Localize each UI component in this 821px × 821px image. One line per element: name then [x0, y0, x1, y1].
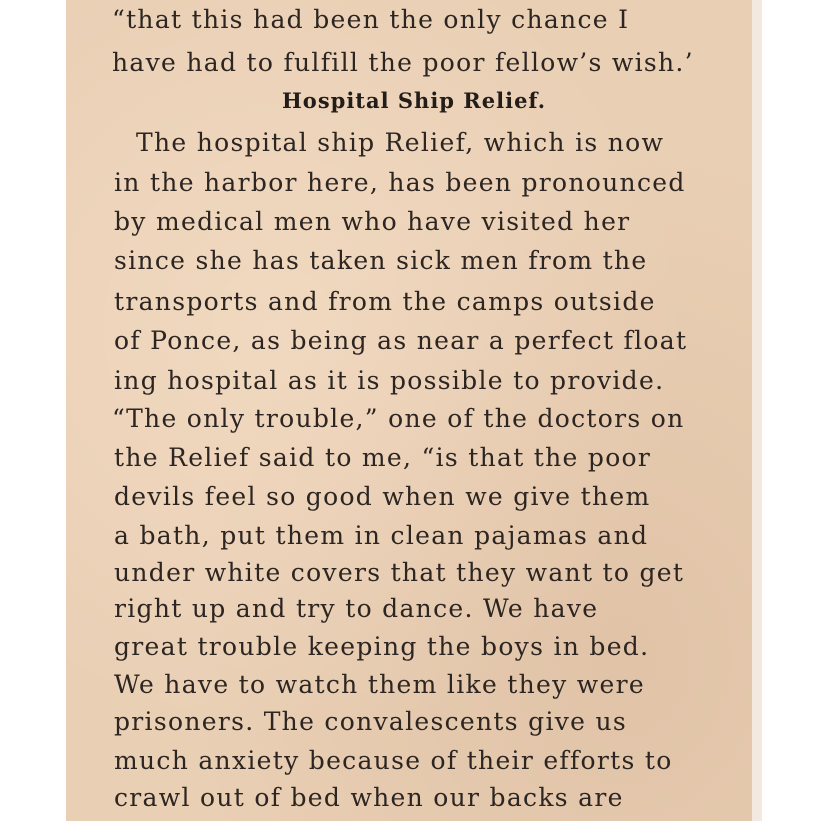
text-line-3: by medical men who have visited her — [114, 207, 631, 236]
text-line-9: the Relief said to me, “is that the poor — [114, 443, 652, 472]
text-line-pre-1: “that this had been the only chance I — [112, 5, 630, 34]
text-line-13: right up and try to dance. We have — [114, 594, 599, 623]
text-line-pre-2: have had to fulfill the poor fellow’s wish.’ — [112, 48, 694, 77]
text-line-5: transports and from the camps outside — [114, 287, 656, 316]
text-line-12: under white covers that they want to get — [114, 558, 685, 587]
text-line-14: great trouble keeping the boys in bed. — [114, 632, 650, 661]
text-line-10: devils feel so good when we give them — [114, 482, 651, 511]
text-line-18: crawl out of bed when our backs are — [114, 783, 624, 812]
text-line-15: We have to watch them like they were — [114, 670, 645, 699]
clipping-cut-edge — [752, 0, 762, 821]
text-line-6: of Ponce, as being as near a perfect float — [114, 326, 688, 355]
text-line-7: ing hospital as it is possible to provide. — [114, 366, 665, 395]
text-line-8: “The only trouble,” one of the doctors on — [112, 404, 685, 433]
text-line-1: The hospital ship Relief, which is now — [136, 128, 665, 157]
newspaper-clipping — [66, 0, 762, 821]
text-line-11: a bath, put them in clean pajamas and — [114, 521, 649, 550]
article-heading: Hospital Ship Relief. — [281, 88, 547, 113]
text-line-2: in the harbor here, has been pronounced — [114, 168, 686, 197]
text-line-17: much anxiety because of their efforts to — [114, 746, 673, 775]
text-line-16: prisoners. The convalescents give us — [114, 707, 628, 736]
text-line-4: since she has taken sick men from the — [114, 246, 648, 275]
